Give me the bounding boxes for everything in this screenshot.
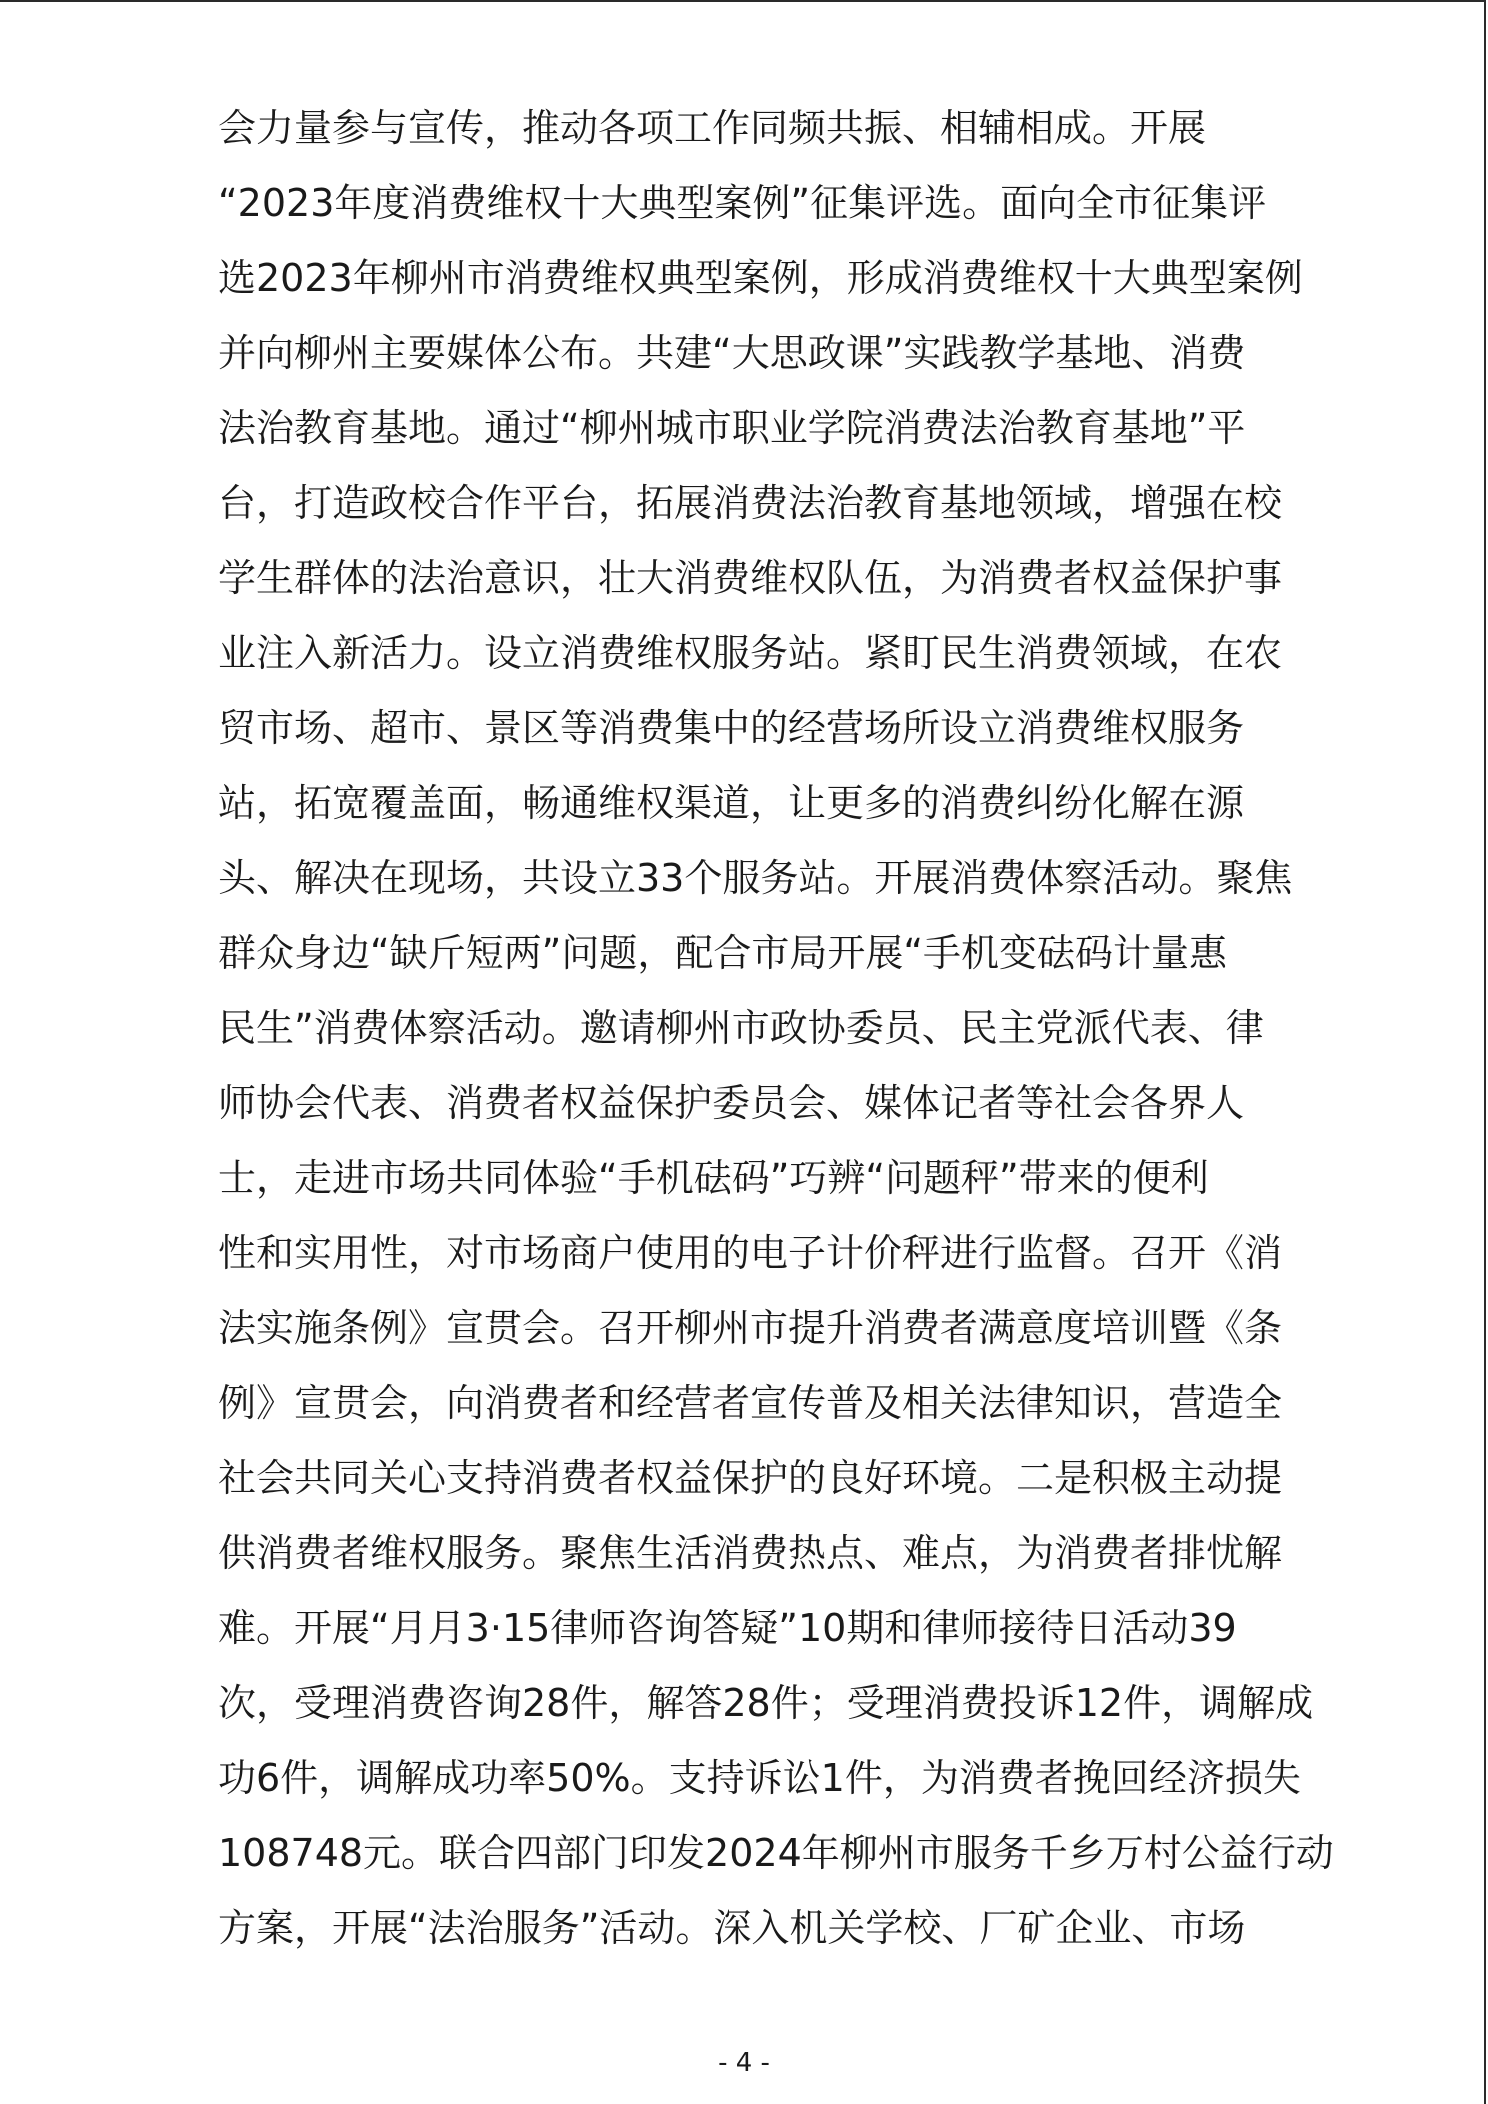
text-line: 会力量参与宣传，推动各项工作同频共振、相辅相成。开展	[218, 106, 1207, 150]
text-line: 民生”消费体察活动。邀请柳州市政协委员、民主党派代表、律	[218, 1006, 1264, 1050]
text-line: 次，受理消费咨询28件，解答28件；受理消费投诉12件，调解成	[218, 1681, 1314, 1725]
text-line: 例》宣贯会，向消费者和经营者宣传普及相关法律知识，营造全	[218, 1381, 1283, 1425]
text-line: “2023年度消费维权十大典型案例”征集评选。面向全市征集评	[218, 181, 1267, 225]
text-line: 法治教育基地。通过“柳州城市职业学院消费法治教育基地”平	[218, 406, 1246, 450]
text-line: 并向柳州主要媒体公布。共建“大思政课”实践教学基地、消费	[218, 331, 1246, 375]
text-line: 站，拓宽覆盖面，畅通维权渠道，让更多的消费纠纷化解在源	[218, 781, 1245, 825]
text-line: 选2023年柳州市消费维权典型案例，形成消费维权十大典型案例	[218, 256, 1303, 300]
text-line: 功6件，调解成功率50%。支持诉讼1件，为消费者挽回经济损失	[218, 1756, 1301, 1800]
text-line: 学生群体的法治意识，壮大消费维权队伍，为消费者权益保护事	[218, 556, 1283, 600]
text-line: 社会共同关心支持消费者权益保护的良好环境。二是积极主动提	[218, 1456, 1283, 1500]
text-line: 性和实用性，对市场商户使用的电子计价秤进行监督。召开《消	[218, 1231, 1283, 1275]
text-line: 群众身边“缺斤短两”问题，配合市局开展“手机变砝码计量惠	[218, 931, 1228, 975]
text-line: 法实施条例》宣贯会。召开柳州市提升消费者满意度培训暨《条	[218, 1306, 1283, 1350]
text-line: 供消费者维权服务。聚焦生活消费热点、难点，为消费者排忧解	[218, 1531, 1283, 1575]
page-number: - 4 -	[718, 2048, 770, 2078]
text-line: 台，打造政校合作平台，拓展消费法治教育基地领域，增强在校	[218, 481, 1283, 525]
body-paragraph	[218, 96, 1334, 1971]
text-line: 头、解决在现场，共设立33个服务站。开展消费体察活动。聚焦	[218, 856, 1293, 900]
text-line: 业注入新活力。设立消费维权服务站。紧盯民生消费领域，在农	[218, 631, 1283, 675]
text-line: 师协会代表、消费者权益保护委员会、媒体记者等社会各界人	[218, 1081, 1245, 1125]
text-line: 贸市场、超市、景区等消费集中的经营场所设立消费维权服务	[218, 706, 1245, 750]
text-line: 士，走进市场共同体验“手机砝码”巧辨“问题秤”带来的便利	[218, 1156, 1209, 1200]
text-line: 难。开展“月月3·15律师咨询答疑”10期和律师接待日活动39	[218, 1606, 1237, 1650]
text-line: 108748元。联合四部门印发2024年柳州市服务千乡万村公益行动	[218, 1831, 1334, 1875]
text-line: 方案，开展“法治服务”活动。深入机关学校、厂矿企业、市场	[218, 1906, 1246, 1950]
